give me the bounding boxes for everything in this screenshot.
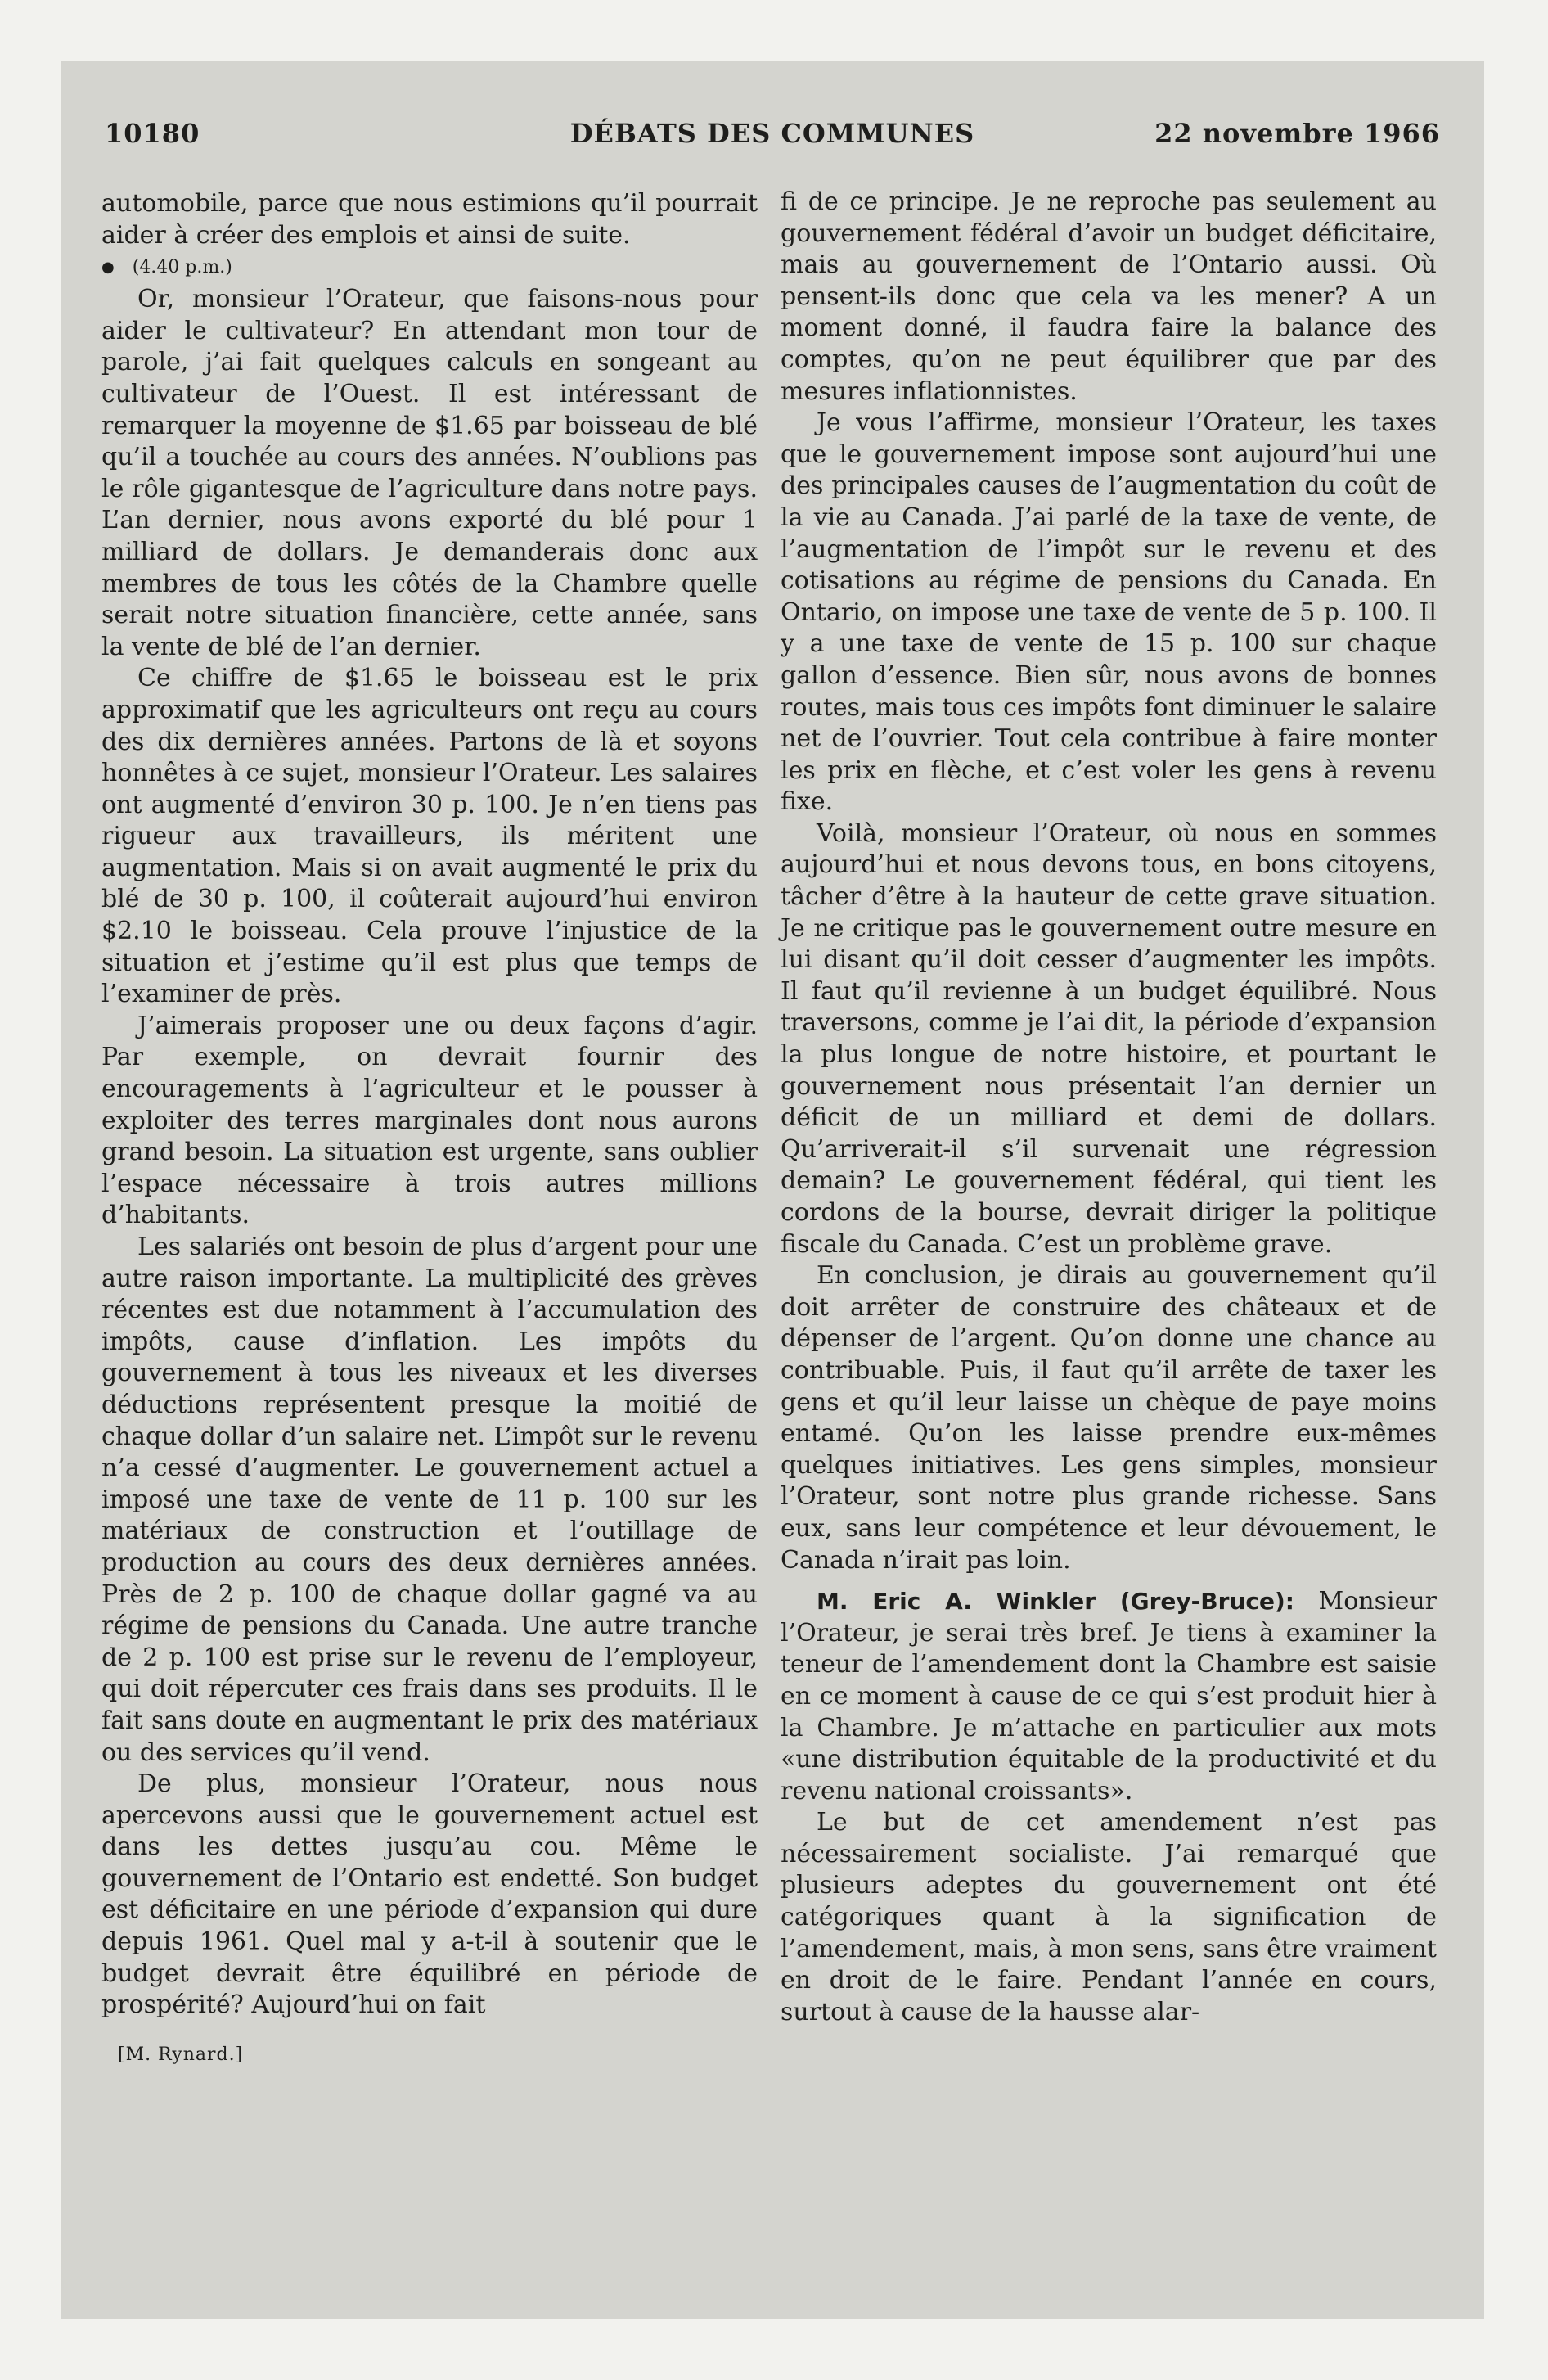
- paragraph: En conclusion, je dirais au gouvernement qu’il doit arrêter de construire des châteaux et de dépenser de l’argent. Qu’on donne une chance au contribuable. Puis, il faut qu’il arrête de taxer les gens et qu’il leur laisse un chèque de paye moins entamé. Qu’on les laisse prendre eux-mêmes quelques initiatives. Les gens simples, monsieur l’Orateur, sont notre plus grande richesse. Sans eux, sans leur compétence et leur dévouement, le Canada n’irait pas loin.: [781, 1261, 1437, 1575]
- paragraph: automobile, parce que nous estimions qu’il pourrait aider à créer des emplois et ainsi de suite.: [101, 189, 758, 250]
- paragraph: De plus, monsieur l’Orateur, nous nous apercevons aussi que le gouvernement actuel est dans les dettes jusqu’au cou. Même le gouvernement de l’Ontario est endetté. Son budget est déficitaire en une période d’expansion qui dure depuis 1961. Quel mal y a-t-il à soutenir que le budget devrait être équilibré en période de prospérité? Aujourd’hui on fait: [101, 1769, 758, 2020]
- speaker-signoff: [M. Rynard.]: [118, 2044, 244, 2065]
- page-header: [105, 118, 1440, 167]
- paragraph: Voilà, monsieur l’Orateur, où nous en sommes aujourd’hui et nous devons tous, en bons citoyens, tâcher d’être à la hauteur de cette grave situation. Je ne critique pas le gouvernement outre mesure en lui disant qu’il doit cesser d’augmenter les impôts. Il faut qu’il revienne à un budget équilibré. Nous traversons, comme je l’ai dit, la période d’expansion la plus longue de notre histoire, et pourtant le gouvernement nous présentait l’an dernier un déficit de un milliard et demi de dollars. Qu’arriverait-il s’il survenait une régression demain? Le gouvernement fédéral, qui tient les cordons de la bourse, devrait diriger la politique fiscale du Canada. C’est un problème grave.: [781, 818, 1437, 1259]
- bullet-icon: ●: [101, 259, 115, 277]
- timestamp-line: [101, 253, 758, 282]
- paragraph: Le but de cet amendement n’est pas nécessairement socialiste. J’ai remarqué que plusieurs adeptes du gouvernement ont été catégoriques quant à la signification de l’amendement, mais, à mon sens, sans être vraiment en droit de le faire. Pendant l’année en cours, surtout à cause de la hausse alar-: [781, 1808, 1437, 2026]
- paragraph: Les salariés ont besoin de plus d’argent pour une autre raison importante. La multiplicité des grèves récentes est due notamment à l’accumulation des impôts, cause d’inflation. Les impôts du gouvernement à tous les niveaux et les diverses déductions représentent presque la moitié de chaque dollar d’un salaire net. L’impôt sur le revenu n’a cessé d’augmenter. Le gouvernement actuel a imposé une taxe de vente de 11 p. 100 sur les matériaux de construction et l’outillage de production au cours des deux dernières années. Près de 2 p. 100 de chaque dollar gagné va au régime de pensions du Canada. Une autre tranche de 2 p. 100 est prise sur le revenu de l’employeur, qui doit répercuter ces frais dans ses produits. Il le fait sans doute en augmentant le prix des matériaux ou des services qu’il vend.: [101, 1233, 758, 1767]
- left-column: [101, 188, 758, 2071]
- paragraph: Or, monsieur l’Orateur, que faisons-nous pour aider le cultivateur? En attendant mon tour de parole, j’ai fait quelques calculs en songeant au cultivateur de l’Ouest. Il est intéressant de remarquer la moyenne de $1.65 par boisseau de blé qu’il a touchée au cours des années. N’oublions pas le rôle gigantesque de l’agriculture dans notre pays. L’an dernier, nous avons exporté du blé pour 1 milliard de dollars. Je demanderais donc aux membres de tous les côtés de la Chambre quelle serait notre situation financière, cette année, sans la vente de blé de l’an dernier.: [101, 285, 758, 661]
- right-column: [781, 187, 1437, 2028]
- page-sheet: [61, 61, 1484, 2319]
- page-number: 10180: [105, 118, 200, 149]
- speaker-name: M. Eric A. Winkler (Grey-Bruce):: [817, 1588, 1294, 1616]
- page-date: 22 novembre 1966: [1154, 118, 1440, 149]
- paragraph: Je vous l’affirme, monsieur l’Orateur, les taxes que le gouvernement impose sont aujourd’hui une des principales causes de l’augmentation du coût de la vie au Canada. J’ai parlé de la taxe de vente, de l’augmentation de l’impôt sur le revenu et des cotisations au régime de pensions du Canada. En Ontario, on impose une taxe de vente de 5 p. 100. Il y a une taxe de vente de 15 p. 100 sur chaque gallon d’essence. Bien sûr, nous avons de bonnes routes, mais tous ces impôts font diminuer le salaire net de l’ouvrier. Tout cela contribue à faire monter les prix en flèche, et c’est voler les gens à revenu fixe.: [781, 408, 1437, 817]
- journal-title: DÉBATS DES COMMUNES: [569, 118, 975, 149]
- paragraph: J’aimerais proposer une ou deux façons d’agir. Par exemple, on devrait fournir des encouragements à l’agriculteur et le pousser à exploiter des terres marginales dont nous aurons grand besoin. La situation est urgente, sans oublier l’espace nécessaire à trois autres millions d’habitants.: [101, 1011, 758, 1230]
- paragraph: fi de ce principe. Je ne reproche pas seulement au gouvernement fédéral d’avoir un budget déficitaire, mais au gouvernement de l’Ontario aussi. Où pensent-ils donc que cela va les mener? A un moment donné, il faudra faire la balance des comptes, qu’on ne peut équilibrer que par des mesures inflationnistes.: [781, 187, 1437, 406]
- speech-paragraph: [781, 1586, 1437, 1807]
- timestamp: (4.40 p.m.): [132, 257, 232, 278]
- paragraph: Ce chiffre de $1.65 le boisseau est le prix approximatif que les agriculteurs ont reçu au cours des dix dernières années. Partons de là et soyons honnêtes à ce sujet, monsieur l’Orateur. Les salaires ont augmenté d’environ 30 p. 100. Je n’en tiens pas rigueur aux travailleurs, ils méritent une augmentation. Mais si on avait augmenté le prix du blé de 30 p. 100, il coûterait aujourd’hui environ $2.10 le boisseau. Cela prouve l’injustice de la situation et j’estime qu’il est plus que temps de l’examiner de près.: [101, 664, 758, 1009]
- speech-text: Monsieur l’Orateur, je serai très bref. Je tiens à examiner la teneur de l’amendement dont la Chambre est saisie en ce moment à cause de ce qui s’est produit hier à la Chambre. Je m’attache en particulier aux mots «une distribution équitable de la productivité et du revenu national croissants».: [781, 1587, 1438, 1805]
